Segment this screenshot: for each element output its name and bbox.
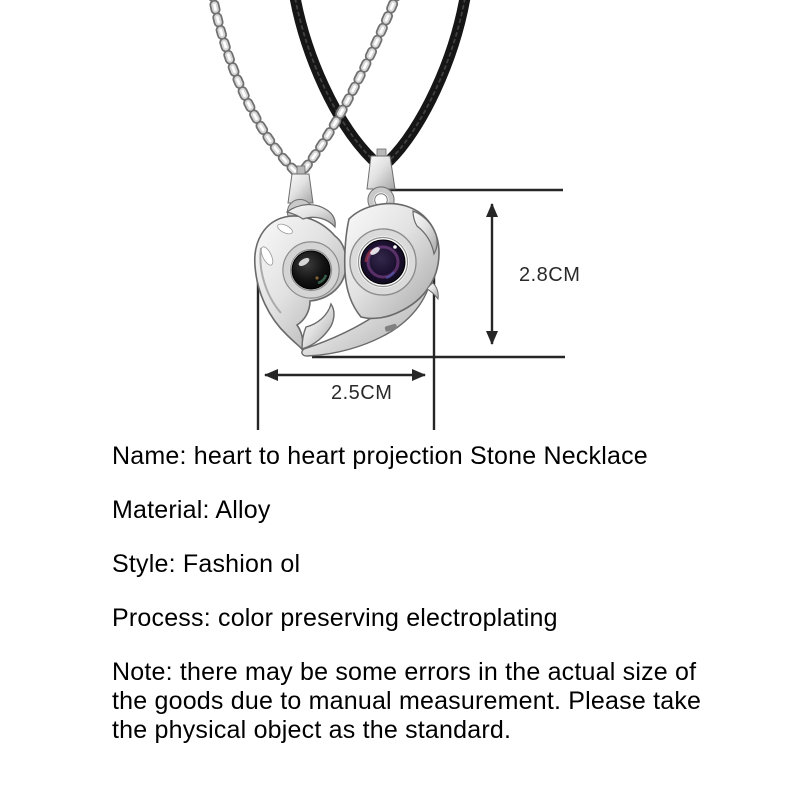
product-name-line: Name: heart to heart projection Stone Necklace: [112, 442, 648, 470]
product-process-line: Process: color preserving electroplating: [112, 604, 558, 632]
pendant-left-half: [255, 205, 346, 349]
height-dimension-label: 2.8CM: [519, 264, 581, 286]
right-projection-stone: [350, 229, 416, 295]
width-dimension-label: 2.5CM: [331, 382, 393, 404]
product-note-line-3: the physical object as the standard.: [112, 716, 512, 744]
product-style-line: Style: Fashion ol: [112, 550, 301, 578]
product-note: [112, 658, 701, 745]
product-note-line-2: the goods due to manual measurement. Please take: [112, 687, 702, 715]
product-note-line-1: Note: there may be some errors in the actual size of: [112, 658, 697, 686]
product-material-line: Material: Alloy: [112, 496, 271, 524]
